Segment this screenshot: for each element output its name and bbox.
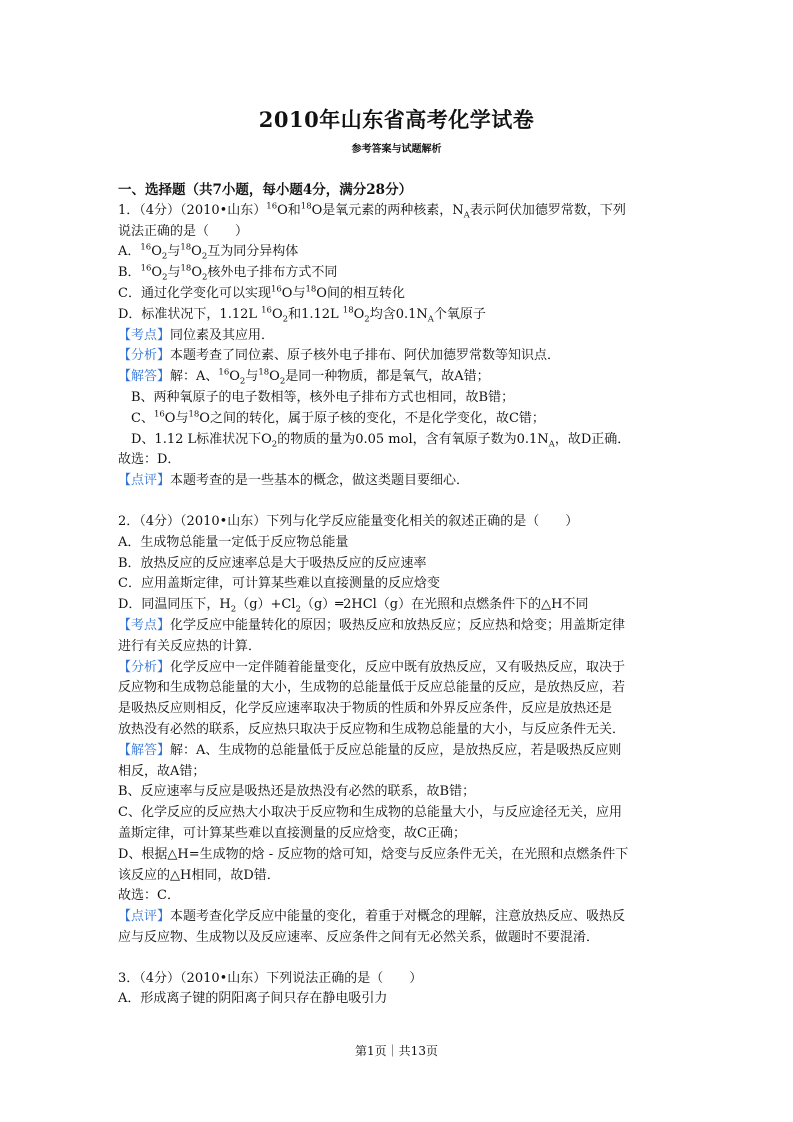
q2-jieda-cont: C、化学反应的反应热大小取决于反应物和生成物的总能量大小，与反应途径无关，应用 — [118, 805, 622, 821]
q2-dianping-cont: 应与反应物、生成物以及反应速率、反应条件之间有无必然关系，做题时不要混淆． — [118, 929, 600, 945]
jieda-tag: 【解答】 — [118, 369, 171, 385]
q2-jieda-cont: 盖斯定律，可计算某些难以直接测量的反应焓变，故C正确； — [118, 825, 466, 841]
q2-jieda: 【解答】解：A、生成物的总能量低于反应总能量的反应，是放热反应，若是吸热反应则 — [118, 742, 622, 758]
fenxi-tag: 【分析】 — [118, 348, 171, 364]
q2-jieda-cont: B、反应速率与反应是吸热还是放热没有必然的联系，故B错； — [118, 784, 476, 800]
q1-answer: 故选：D． — [118, 452, 181, 468]
q2-option-d: D．同温同压下，$H_2(g)+Cl_2(g)═2HCl(g)$在光照和点燃条件下的△H不同 — [118, 597, 589, 615]
q2-fenxi-cont: 是吸热反应则相反，化学反应速率取决于物质的性质和外界反应条件，反应是放热还是 — [118, 701, 613, 717]
q2-fenxi: 【分析】化学反应中一定伴随着能量变化，反应中既有放热反应，又有吸热反应，取决于 — [118, 659, 626, 675]
document-body — [118, 180, 678, 1010]
q1-stem-line1: 1．（4分）（2010•山东）$^{16}$O和$^{18}$O是氧元素的两种核素，$N_A$表示阿伏加德罗常数，下列 — [118, 201, 626, 221]
q2-dianping: 【点评】本题考查化学反应中能量的变化，着重于对概念的理解，注意放热反应、吸热反 — [118, 909, 626, 925]
q1-fenxi: 【分析】本题考查了同位素、原子核外电子排布、阿伏加德罗常数等知识点． — [118, 348, 561, 364]
kaodian-tag: 【考点】 — [118, 327, 171, 343]
spacer — [118, 492, 678, 512]
q1-jieda-a: 【解答】解：A、$^{16}O_2$与$^{18}O_2$是同一种物质，都是氧气，故A错； — [118, 367, 490, 387]
jieda-tag: 【解答】 — [118, 742, 171, 758]
page-footer: 第1页｜共13页 — [355, 1044, 438, 1058]
kaodian-tag: 【考点】 — [118, 617, 171, 633]
q1-option-b: B．$^{16}O_2$与$^{18}O_2$核外电子排布方式不同 — [118, 263, 338, 283]
spacer — [118, 949, 678, 969]
q2-kaodian: 【考点】化学反应中能量转化的原因；吸热反应和放热反应；反应热和焓变；用盖斯定律 — [118, 617, 626, 633]
q2-answer: 故选：C． — [118, 888, 180, 904]
q1-jieda-b: B、两种氧原子的电子数相等，核外电子排布方式也相同，故B错； — [131, 389, 515, 405]
q2-fenxi-cont: 反应物和生成物总能量的大小，生成物的总能量低于反应总能量的反应，是放热反应，若 — [118, 680, 626, 696]
page-title: 2010年山东省高考化学试卷 — [258, 107, 535, 132]
q2-jieda-cont: 该反应的△H相同，故D错． — [118, 867, 280, 883]
dianping-tag: 【点评】 — [118, 909, 171, 925]
q2-fenxi-cont: 放热没有必然的联系，反应热只取决于反应物和生成物总能量的大小，与反应条件无关． — [118, 721, 626, 737]
dianping-tag: 【点评】 — [118, 473, 171, 489]
q2-jieda-cont: D、根据△H=生成物的焓 - 反应物的焓可知，焓变与反应条件无关，在光照和点燃条件下 — [118, 846, 629, 862]
q2-jieda-cont: 相反，故A错； — [118, 763, 206, 779]
q1-option-d: D．标准状况下，1.12L $^{16}O_2$和1.12L $^{18}O_2$均含$0.1N_A$个氧原子 — [118, 305, 486, 325]
q1-dianping: 【点评】本题考查的是一些基本的概念，做这类题目要细心． — [118, 473, 470, 489]
q1-jieda-d: D、1.12 L标准状况下$O_2$的物质的量为0.05 mol，含有氧原子数为$0.1N_A$，故D正确． — [131, 431, 631, 450]
q2-stem: 2．（4分）（2010•山东）下列与化学反应能量变化相关的叙述正确的是（ ） — [118, 513, 579, 529]
page-subtitle: 参考答案与试题解析 — [351, 144, 442, 155]
q3-stem: 3．（4分）（2010•山东）下列说法正确的是（ ） — [118, 970, 423, 986]
q1-stem-line2: 说法正确的是（ ） — [118, 223, 249, 239]
q2-option-c: C．应用盖斯定律，可计算某些难以直接测量的反应焓变 — [118, 576, 440, 592]
q2-kaodian-cont: 进行有关反应热的计算． — [118, 638, 262, 654]
q1-kaodian: 【考点】同位素及其应用． — [118, 327, 275, 343]
q1-jieda-c: C、$^{16}$O与$^{18}$O之间的转化，属于原子核的变化，不是化学变化，故C错； — [131, 409, 545, 426]
q1-option-c: C．通过化学变化可以实现$^{16}$O与$^{18}$O间的相互转化 — [118, 284, 405, 301]
q2-option-a: A．生成物总能量一定低于反应物总能量 — [118, 534, 349, 550]
q2-option-b: B．放热反应的反应速率总是大于吸热反应的反应速率 — [118, 555, 427, 571]
q1-option-a: A．$^{16}O_2$与$^{18}O_2$互为同分异构体 — [118, 243, 299, 262]
section-heading: 一、选择题（共7小题，每小题4分，满分28分） — [118, 182, 413, 198]
q3-option-a: A．形成离子键的阴阳离子间只存在静电吸引力 — [118, 991, 388, 1007]
fenxi-tag: 【分析】 — [118, 659, 171, 675]
